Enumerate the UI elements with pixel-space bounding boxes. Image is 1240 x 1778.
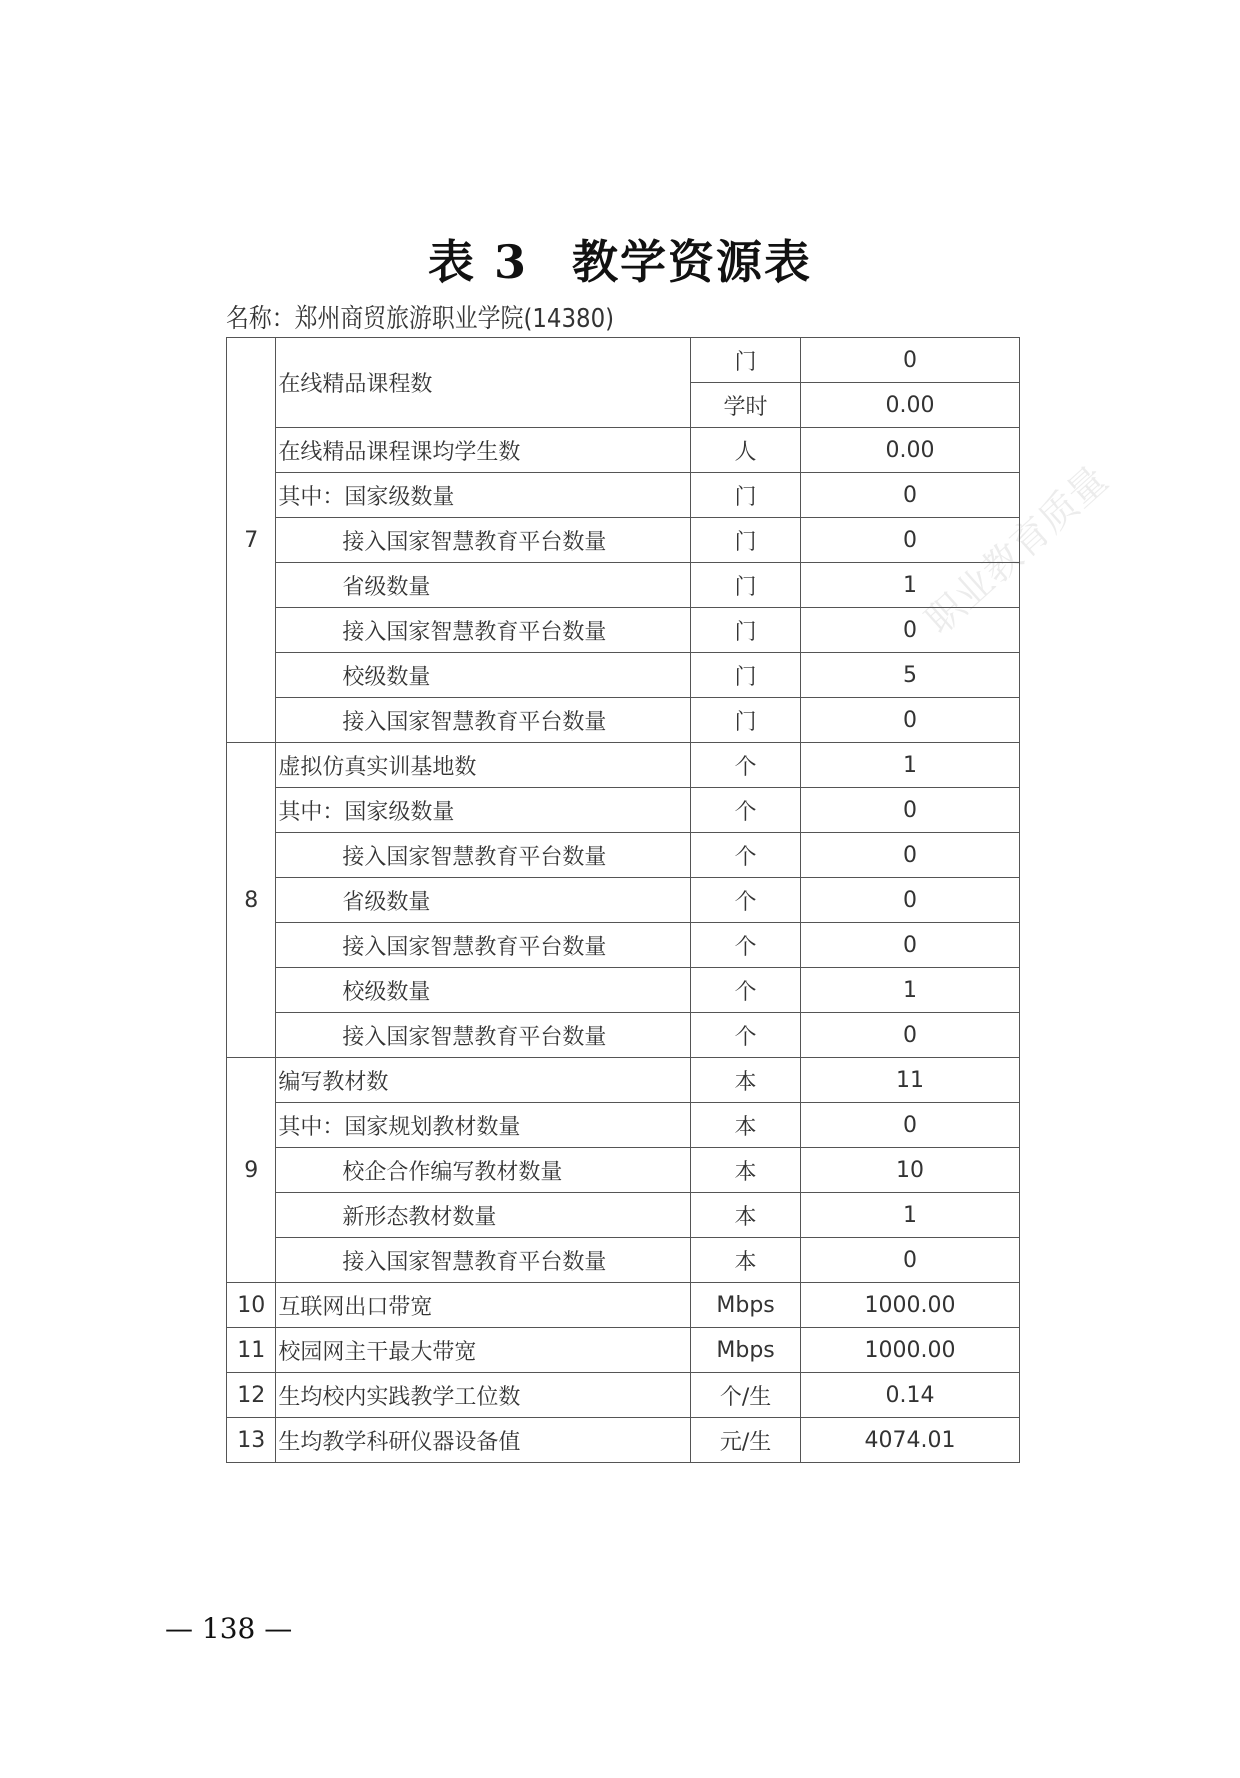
row-value: 1 [801,563,1020,608]
row-value: 0.00 [801,428,1020,473]
row-item: 生均教学科研仪器设备值 [276,1418,691,1463]
row-unit: 个 [691,1013,801,1058]
row-unit: 人 [691,428,801,473]
row-unit: 元/生 [691,1418,801,1463]
row-value: 1000.00 [801,1328,1020,1373]
row-number: 13 [227,1418,276,1463]
table-row [227,698,1020,743]
table-row [227,1328,1020,1373]
row-unit: 门 [691,518,801,563]
page-number: — 138 — [165,1612,293,1645]
row-item: 新形态教材数量 [276,1193,691,1238]
row-item: 在线精品课程课均学生数 [276,428,691,473]
table-row [227,1103,1020,1148]
institution-name: 名称：郑州商贸旅游职业学院(14380) [226,304,615,334]
row-item: 接入国家智慧教育平台数量 [276,1238,691,1283]
row-item: 互联网出口带宽 [276,1283,691,1328]
row-value: 0 [801,698,1020,743]
row-unit: 学时 [691,383,801,428]
row-unit: 个 [691,833,801,878]
table-row [227,1058,1020,1103]
table-row [227,788,1020,833]
table-row [227,968,1020,1013]
row-value: 0 [801,473,1020,518]
title-prefix: 表 3 [427,235,529,289]
row-item: 校级数量 [276,653,691,698]
table-row [227,1418,1020,1463]
row-unit: 个 [691,788,801,833]
page-title [0,226,1240,292]
row-item: 接入国家智慧教育平台数量 [276,923,691,968]
row-item: 生均校内实践教学工位数 [276,1373,691,1418]
row-value: 0.14 [801,1373,1020,1418]
row-unit: 门 [691,653,801,698]
row-value: 1 [801,743,1020,788]
row-value: 0 [801,518,1020,563]
table-row [227,1193,1020,1238]
table-row [227,743,1020,788]
title-main: 教学资源表 [572,235,813,289]
row-unit: 门 [691,608,801,653]
row-unit: 个 [691,923,801,968]
table-row [227,653,1020,698]
row-number: 9 [227,1058,276,1283]
table-row [227,428,1020,473]
row-value: 0 [801,833,1020,878]
row-value: 0.00 [801,383,1020,428]
table-row [227,1013,1020,1058]
row-unit: 本 [691,1103,801,1148]
row-value: 1 [801,968,1020,1013]
table-row [227,338,1020,383]
row-item: 校级数量 [276,968,691,1013]
row-item: 编写教材数 [276,1058,691,1103]
row-unit: 本 [691,1193,801,1238]
table-row [227,1373,1020,1418]
row-value: 0 [801,338,1020,383]
row-item: 接入国家智慧教育平台数量 [276,518,691,563]
row-value: 1 [801,1193,1020,1238]
row-unit: Mbps [691,1328,801,1373]
table-row [227,608,1020,653]
row-unit: 本 [691,1058,801,1103]
row-item: 虚拟仿真实训基地数 [276,743,691,788]
row-item: 其中：国家级数量 [276,473,691,518]
row-value: 4074.01 [801,1418,1020,1463]
table-row [227,1238,1020,1283]
row-item: 接入国家智慧教育平台数量 [276,608,691,653]
row-value: 0 [801,1103,1020,1148]
row-number: 11 [227,1328,276,1373]
row-item: 在线精品课程数 [276,338,691,428]
row-item: 接入国家智慧教育平台数量 [276,698,691,743]
row-unit: 本 [691,1148,801,1193]
table-row [227,923,1020,968]
row-item: 省级数量 [276,563,691,608]
row-unit: Mbps [691,1283,801,1328]
row-item: 接入国家智慧教育平台数量 [276,1013,691,1058]
row-value: 0 [801,1238,1020,1283]
row-value: 0 [801,878,1020,923]
row-unit: 门 [691,338,801,383]
row-unit: 个 [691,968,801,1013]
row-unit: 个 [691,878,801,923]
row-number: 10 [227,1283,276,1328]
row-value: 0 [801,608,1020,653]
watermark-text: 职业教育质量 [916,457,1116,643]
row-item: 其中：国家规划教材数量 [276,1103,691,1148]
row-value: 0 [801,923,1020,968]
row-unit: 个 [691,743,801,788]
row-unit: 门 [691,698,801,743]
table-row [227,1148,1020,1193]
table-row [227,518,1020,563]
row-item: 校企合作编写教材数量 [276,1148,691,1193]
table-row [227,563,1020,608]
row-value: 0 [801,788,1020,833]
row-unit: 个/生 [691,1373,801,1418]
row-item: 接入国家智慧教育平台数量 [276,833,691,878]
row-number: 8 [227,743,276,1058]
row-item: 其中：国家级数量 [276,788,691,833]
row-value: 5 [801,653,1020,698]
row-value: 11 [801,1058,1020,1103]
table-row [227,1283,1020,1328]
teaching-resources-table [226,337,1020,1463]
table-row [227,833,1020,878]
row-item: 省级数量 [276,878,691,923]
row-unit: 本 [691,1238,801,1283]
row-value: 0 [801,1013,1020,1058]
table-row [227,473,1020,518]
row-value: 1000.00 [801,1283,1020,1328]
row-unit: 门 [691,563,801,608]
row-item: 校园网主干最大带宽 [276,1328,691,1373]
row-unit: 门 [691,473,801,518]
row-number: 12 [227,1373,276,1418]
row-number: 7 [227,338,276,743]
row-value: 10 [801,1148,1020,1193]
table-row [227,878,1020,923]
